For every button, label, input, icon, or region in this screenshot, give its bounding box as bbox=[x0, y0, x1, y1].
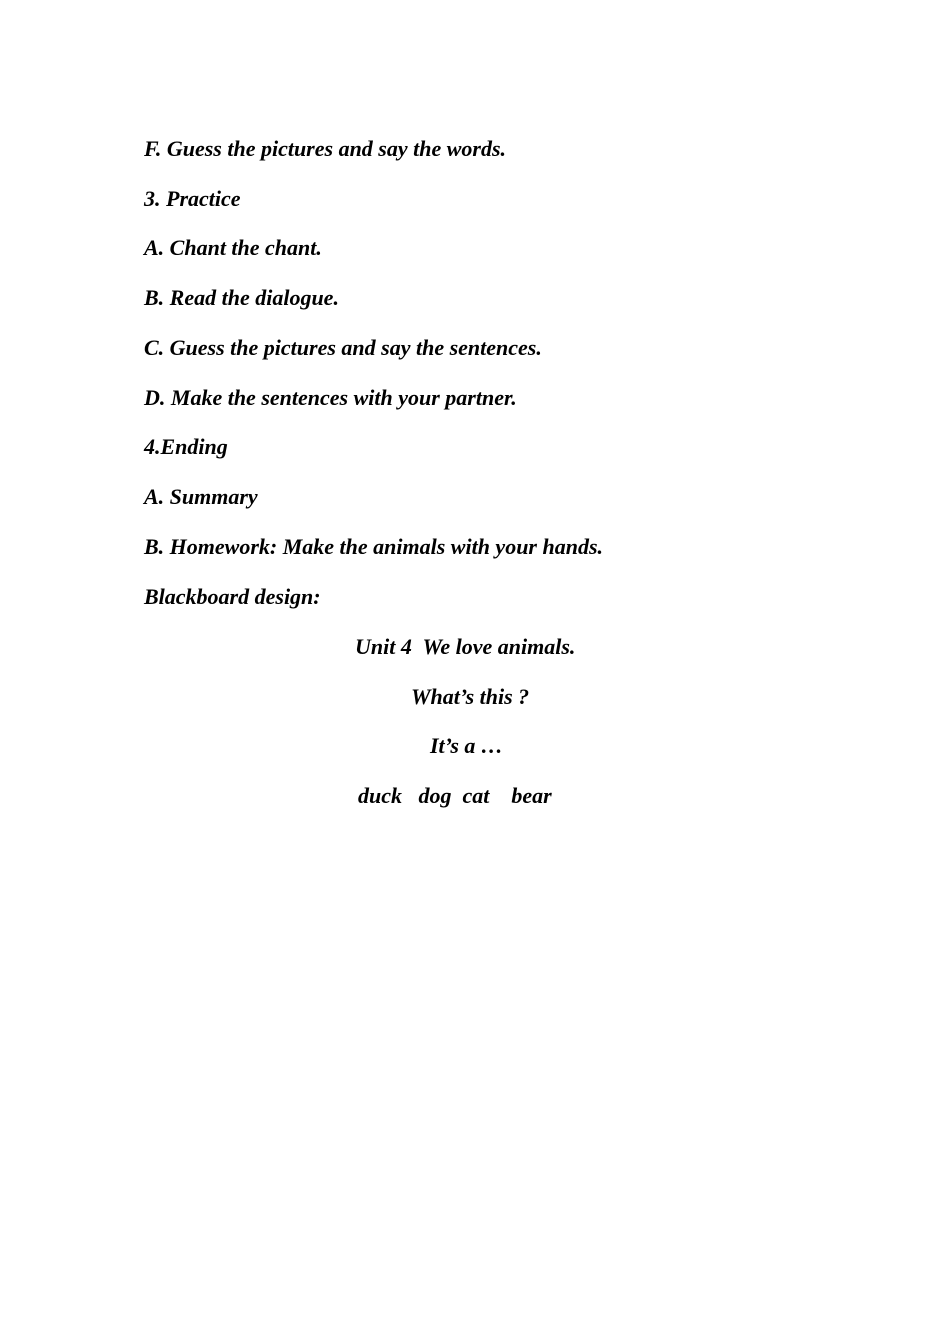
blackboard-vocabulary: duck dog cat bear bbox=[358, 783, 552, 808]
section-practice-heading: 3. Practice bbox=[144, 186, 241, 211]
blackboard-title: Unit 4 We love animals. bbox=[355, 634, 576, 659]
section-ending-heading: 4.Ending bbox=[144, 434, 228, 459]
blackboard-design-label: Blackboard design: bbox=[144, 584, 321, 609]
step-b-homework: B. Homework: Make the animals with your hands. bbox=[144, 534, 604, 559]
step-c-guess-sentences: C. Guess the pictures and say the sentences. bbox=[144, 335, 542, 360]
step-f-guess-words: F. Guess the pictures and say the words. bbox=[144, 136, 507, 161]
step-b-dialogue: B. Read the dialogue. bbox=[144, 285, 339, 310]
step-a-chant: A. Chant the chant. bbox=[144, 235, 322, 260]
blackboard-question: What’s this ? bbox=[411, 684, 530, 709]
step-a-summary: A. Summary bbox=[144, 484, 258, 509]
step-d-make-sentences: D. Make the sentences with your partner. bbox=[144, 385, 517, 410]
blackboard-answer: It’s a … bbox=[430, 733, 503, 758]
